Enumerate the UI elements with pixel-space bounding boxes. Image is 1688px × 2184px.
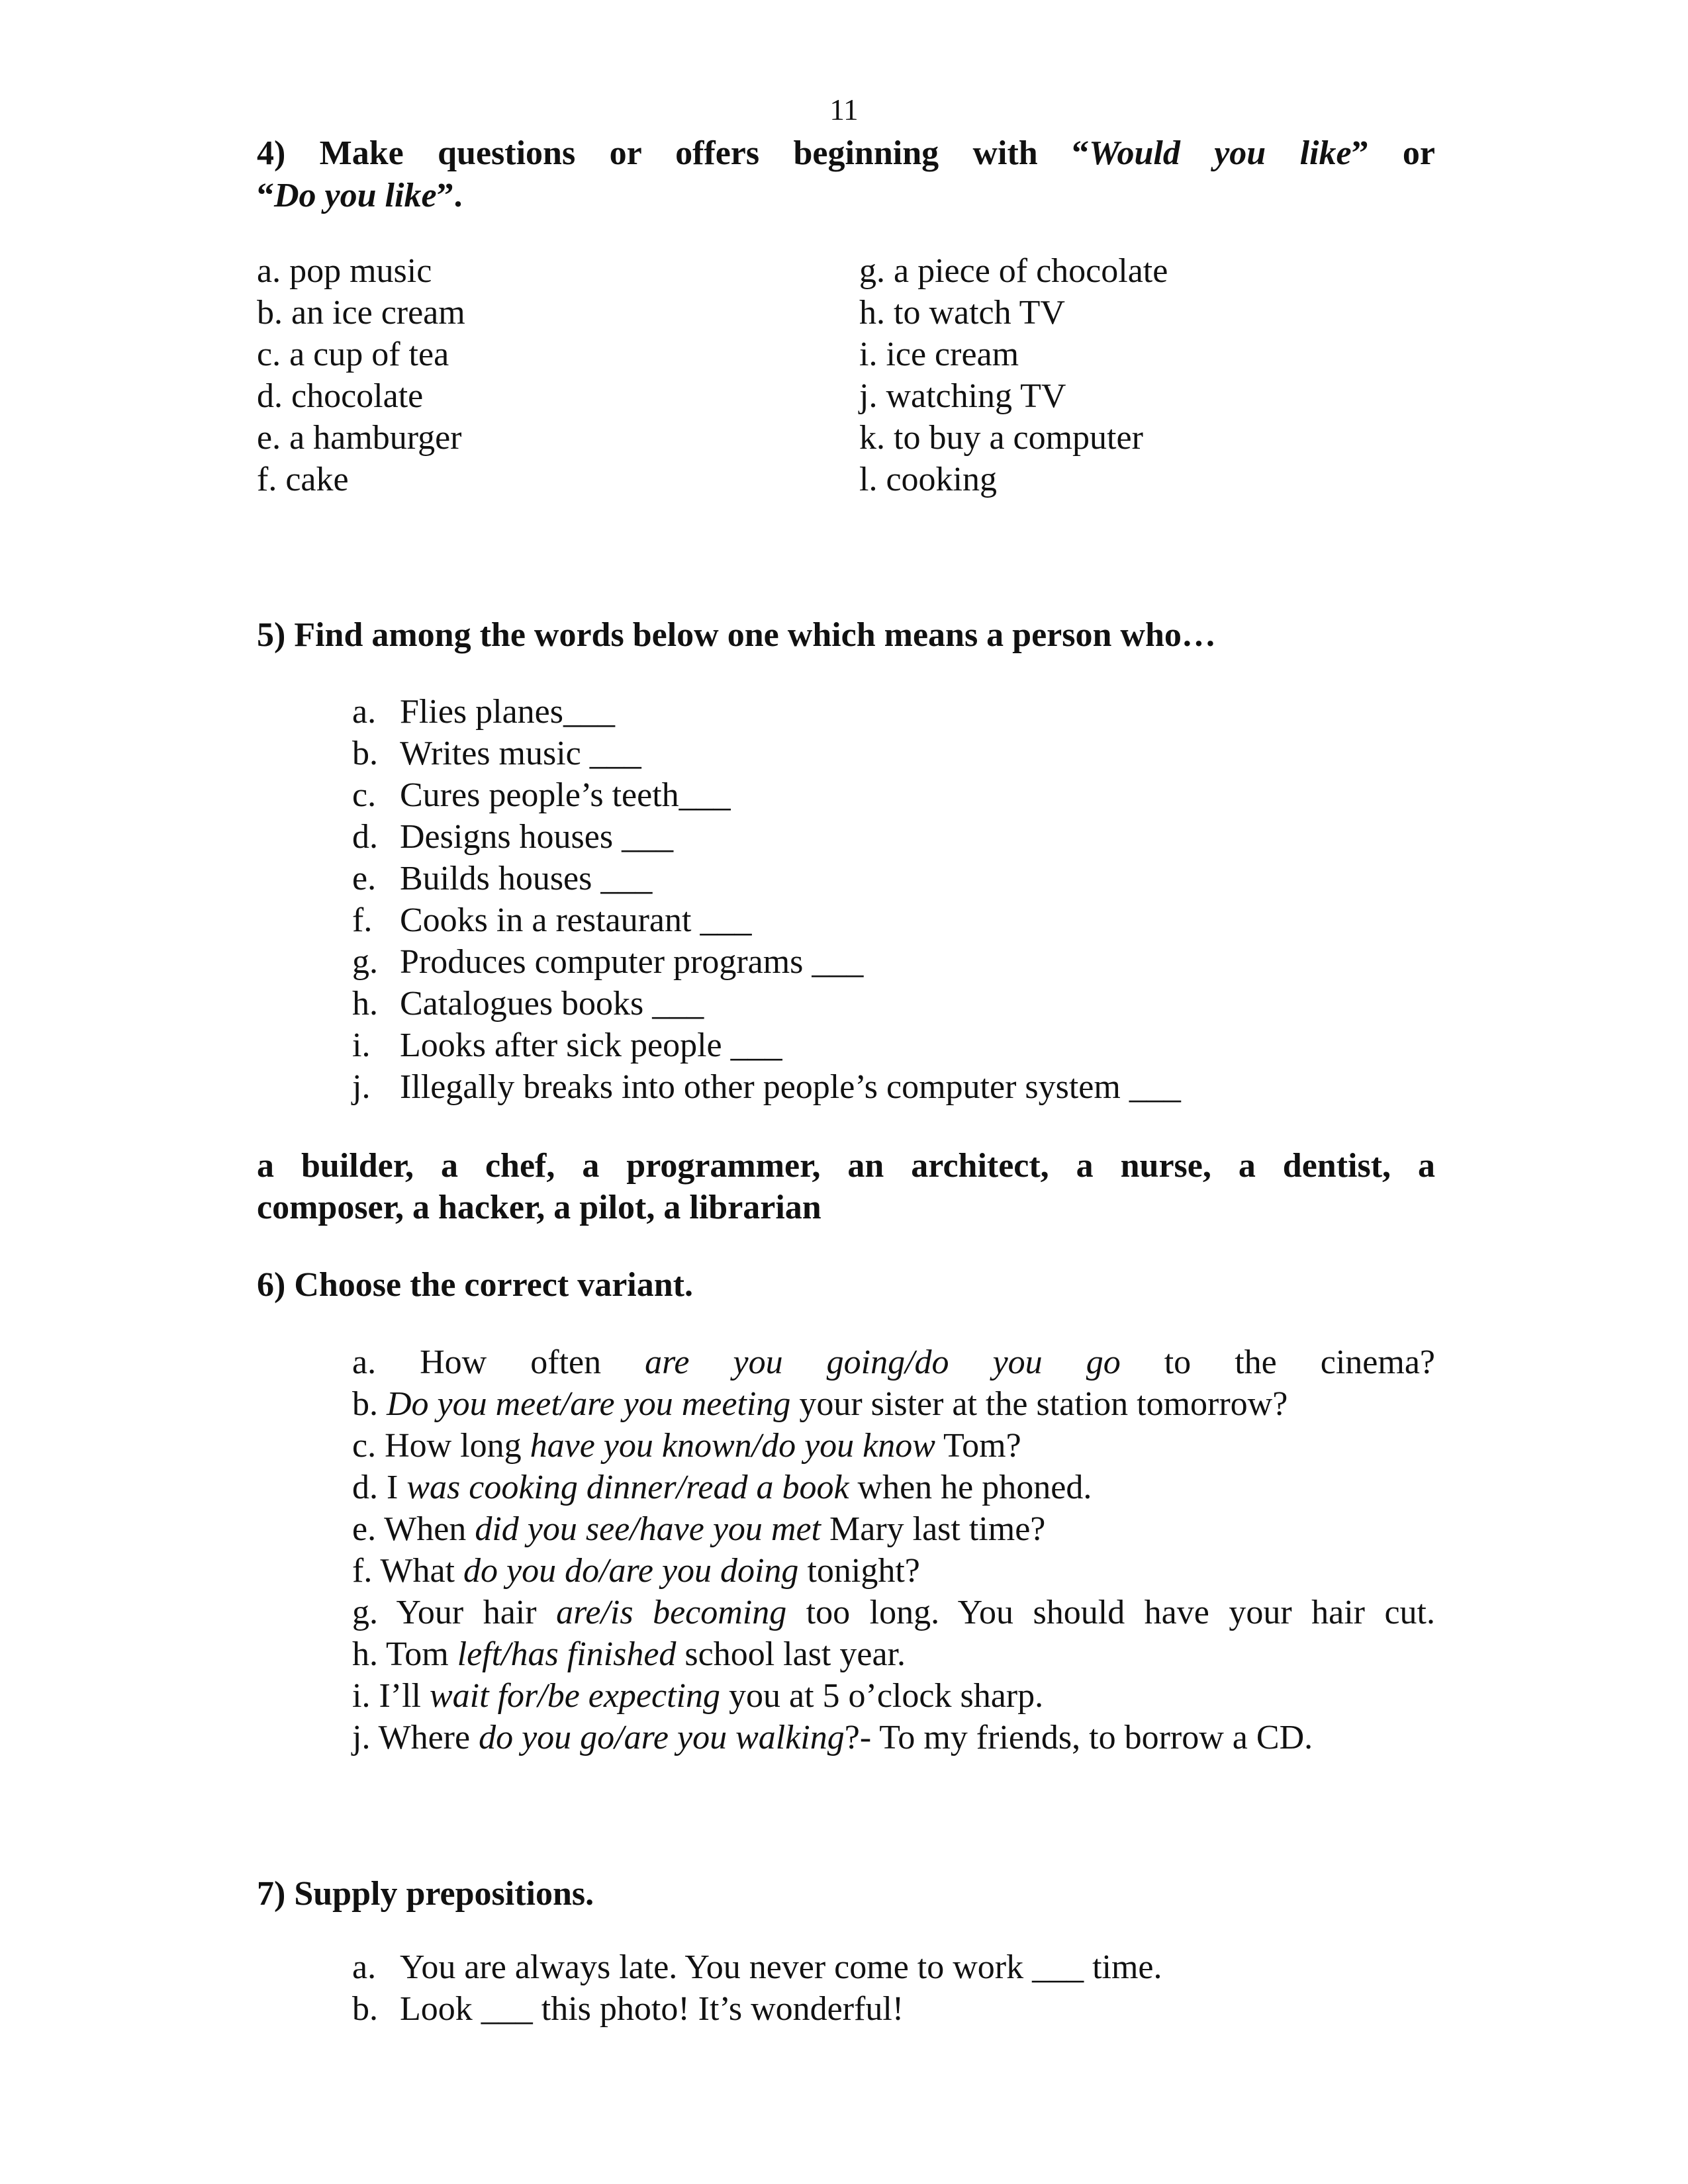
word-bank-line2: composer, a hacker, a pilot, a librarian (257, 1189, 821, 1226)
list-item: b. Do you meet/are you meeting your sister at the station tomorrow? (352, 1385, 1288, 1423)
list-item: h. Tom left/has finished school last year. (352, 1635, 906, 1673)
list-item: f. Cooks in a restaurant ___ (352, 901, 752, 939)
list-item: g. a piece of chocolate (859, 252, 1168, 290)
list-item: h. to watch TV (859, 294, 1065, 332)
list-item: e. a hamburger (257, 419, 462, 457)
exercise-5-heading: 5) Find among the words below one which means a person who… (257, 616, 1216, 654)
exercise-4-left-column (257, 250, 465, 500)
word-bank-line1: a builder, a chef, a programmer, an architect, a nurse, a dentist, a (257, 1147, 1435, 1185)
exercise-7-heading: 7) Supply prepositions. (257, 1875, 594, 1913)
list-item: b. Writes music ___ (352, 735, 641, 772)
list-item: j. Illegally breaks into other people’s computer system ___ (352, 1068, 1181, 1106)
list-item: i. ice cream (859, 336, 1019, 373)
exercise-6-heading: 6) Choose the correct variant. (257, 1266, 693, 1304)
list-item: b. Look ___ this photo! It’s wonderful! (352, 1990, 904, 2028)
list-item: j. watching TV (859, 377, 1066, 415)
list-item: c. How long have you known/do you know Tom? (352, 1427, 1021, 1465)
list-item: b. an ice cream (257, 294, 465, 332)
exercise-6-list (352, 1342, 1435, 1758)
list-item: i. I’ll wait for/be expecting you at 5 o’clock sharp. (352, 1677, 1044, 1715)
exercise-4-right-column (859, 250, 1168, 500)
list-item: f. What do you do/are you doing tonight? (352, 1552, 920, 1590)
list-item: g. Produces computer programs ___ (352, 943, 864, 981)
exercise-4-heading-line2: “Do you like”. (257, 177, 463, 214)
exercise-5-list (352, 691, 1181, 1108)
list-item: e. When did you see/have you met Mary last time? (352, 1510, 1046, 1548)
list-item: h. Catalogues books ___ (352, 985, 704, 1023)
list-item: d. Designs houses ___ (352, 818, 674, 856)
page-number: 11 (829, 93, 859, 126)
list-item: j. Where do you go/are you walking?- To my friends, to borrow a CD. (352, 1719, 1313, 1756)
list-item: f. cake (257, 461, 349, 498)
list-item: d. I was cooking dinner/read a book when he phoned. (352, 1469, 1092, 1506)
list-item: c. Cures people’s teeth___ (352, 776, 731, 814)
list-item: a. pop music (257, 252, 432, 290)
list-item: d. chocolate (257, 377, 424, 415)
list-item: l. cooking (859, 461, 997, 498)
list-item: e. Builds houses ___ (352, 860, 653, 897)
list-item: a. Flies planes___ (352, 693, 615, 731)
list-item: a. How often are you going/do you go to the cinema? (352, 1343, 1435, 1381)
list-item: c. a cup of tea (257, 336, 449, 373)
exercise-4-heading-line1: 4) Make questions or offers beginning with “Would you like” or (257, 134, 1435, 172)
list-item: k. to buy a computer (859, 419, 1143, 457)
list-item: g. Your hair are/is becoming too long. You should have your hair cut. (352, 1594, 1436, 1631)
exercise-7-list (352, 1946, 1162, 2030)
list-item: a. You are always late. You never come to work ___ time. (352, 1948, 1162, 1986)
list-item: i. Looks after sick people ___ (352, 1026, 782, 1064)
